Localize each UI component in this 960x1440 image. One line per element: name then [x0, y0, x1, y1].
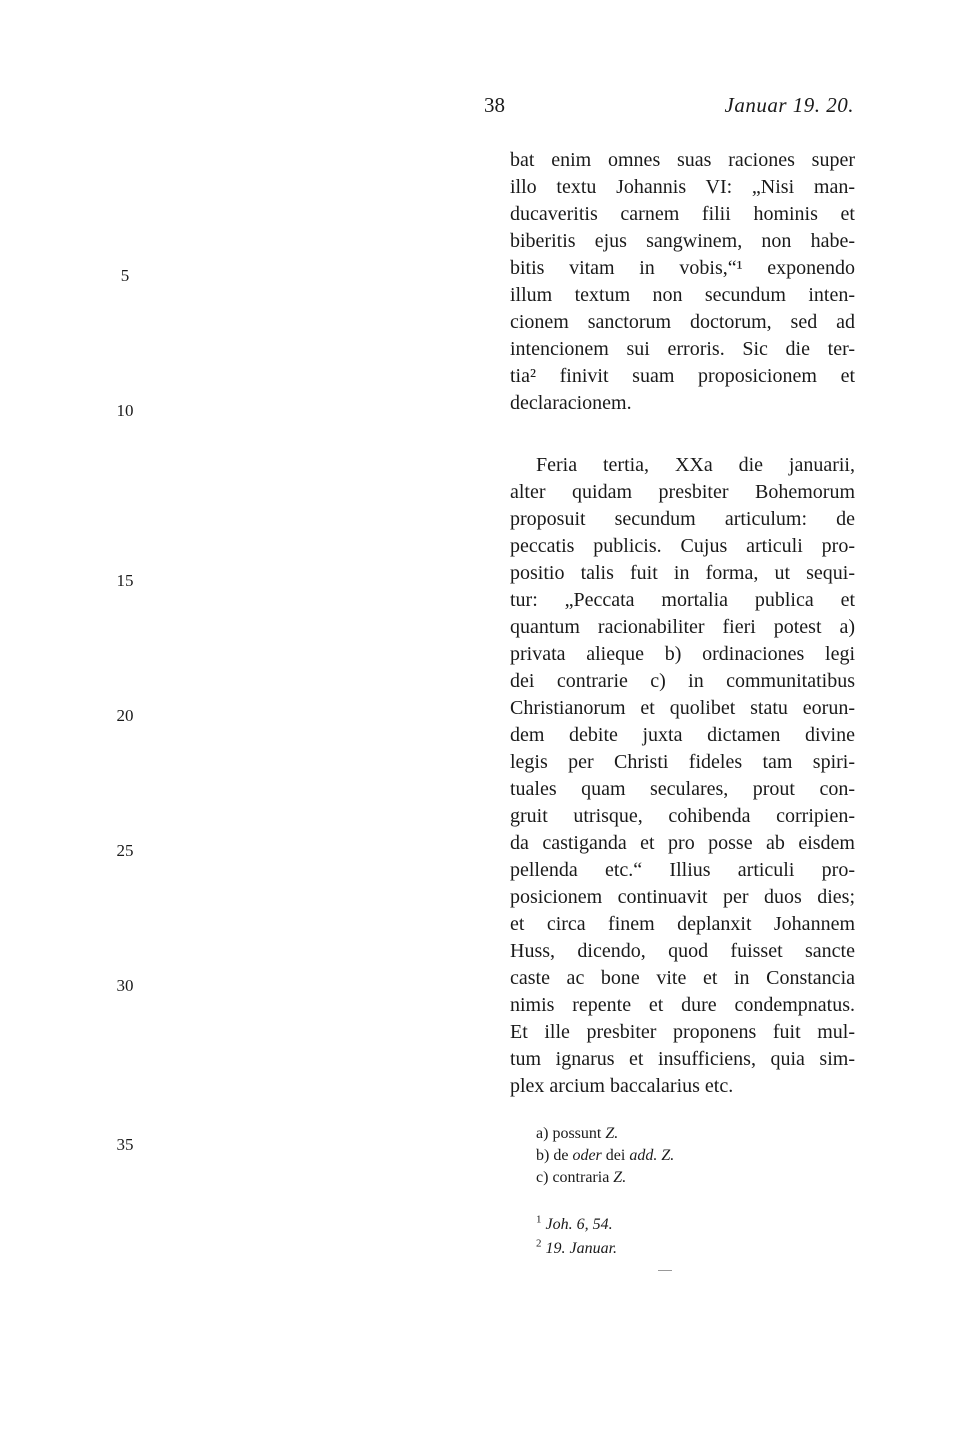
- line-number: 15: [116, 571, 134, 590]
- text-line: nimis repente et dure condempnatus.: [510, 994, 855, 1016]
- text-line: peccatis publicis. Cujus articuli pro-: [510, 535, 855, 557]
- text-line: cionem sanctorum doctorum, sed ad: [510, 311, 855, 333]
- line-number: 25: [116, 841, 134, 860]
- text-line: tia² finivit suam proposicionem et: [510, 365, 855, 387]
- text-line: illo textu Johannis VI: „Nisi man-: [510, 176, 855, 198]
- text-line: tuales quam seculares, prout con-: [510, 778, 855, 800]
- text-line: gruit utrisque, cohibenda corripien-: [510, 805, 855, 827]
- footnote-source: Z.: [613, 1169, 627, 1186]
- footnote-source: Z.: [605, 1125, 619, 1142]
- line-number: 10: [116, 401, 134, 420]
- divider: [658, 1270, 672, 1271]
- running-title: Januar 19. 20.: [724, 93, 854, 117]
- text-line: plex arcium baccalarius etc.: [510, 1075, 734, 1097]
- line-number: 5: [120, 266, 130, 285]
- line-number-margin: [0, 0, 160, 1440]
- page-number: 38: [484, 93, 505, 117]
- text-line: declaracionem.: [510, 392, 632, 414]
- footnote-1: [536, 1214, 613, 1236]
- text-line: Feria tertia, XXa die januarii,: [536, 454, 855, 476]
- footnote-text: oder: [572, 1147, 602, 1164]
- text-line: da castiganda et pro posse ab eisdem: [510, 832, 855, 854]
- text-line: privata alieque b) ordinaciones legi: [510, 643, 855, 665]
- text-line: caste ac bone vite et in Constancia: [510, 967, 855, 989]
- footnote-text: 19. Januar.: [545, 1240, 618, 1257]
- footnote-mark: 1: [536, 1213, 542, 1226]
- line-number: 30: [116, 976, 134, 995]
- text-line: bat enim omnes suas raciones super: [510, 149, 855, 171]
- text-line: tum ignarus et insufficiens, quia sim-: [510, 1048, 855, 1070]
- footnote-a: [536, 1123, 618, 1145]
- text-line: illum textum non secundum inten-: [510, 284, 855, 306]
- footnote-text: possunt: [552, 1125, 602, 1142]
- footnote-c: [536, 1167, 626, 1189]
- text-line: ducaveritis carnem filii hominis et: [510, 203, 855, 225]
- footnote-text: add.: [629, 1147, 658, 1164]
- line-number: 35: [116, 1135, 134, 1154]
- text-line: Christianorum et quolibet statu eorun-: [510, 697, 855, 719]
- text-line: quantum racionabiliter fieri potest a): [510, 616, 855, 638]
- text-line: biberitis ejus sangwinem, non habe-: [510, 230, 855, 252]
- footnote-mark: c): [536, 1169, 549, 1186]
- footnote-text: contraria: [552, 1169, 610, 1186]
- text-line: posicionem continuavit per duos dies;: [510, 886, 855, 908]
- text-line: proposuit secundum articulum: de: [510, 508, 855, 530]
- text-line: pellenda etc.“ Illius articuli pro-: [510, 859, 855, 881]
- footnote-mark: b): [536, 1147, 550, 1164]
- text-line: intencionem sui erroris. Sic die ter-: [510, 338, 855, 360]
- footnote-b: [536, 1145, 674, 1167]
- text-line: tur: „Peccata mortalia publica et: [510, 589, 855, 611]
- footnote-source: Z.: [661, 1147, 675, 1164]
- text-line: legis per Christi fideles tam spiri-: [510, 751, 855, 773]
- footnote-mark: a): [536, 1125, 549, 1142]
- text-line: Et ille presbiter proponens fuit mul-: [510, 1021, 855, 1043]
- footnote-text: Joh. 6, 54.: [545, 1216, 613, 1233]
- footnote-text: dei: [605, 1147, 626, 1164]
- text-line: alter quidam presbiter Bohemorum: [510, 481, 855, 503]
- text-line: et circa finem deplanxit Johannem: [510, 913, 855, 935]
- text-line: bitis vitam in vobis,“¹ exponendo: [510, 257, 855, 279]
- footnote-2: [536, 1238, 617, 1260]
- footnote-mark: 2: [536, 1237, 542, 1250]
- text-line: Huss, dicendo, quod fuisset sancte: [510, 940, 855, 962]
- text-line: dei contrarie c) in communitatibus: [510, 670, 855, 692]
- text-line: positio talis fuit in forma, ut sequi-: [510, 562, 855, 584]
- text-line: dem debite juxta dictamen divine: [510, 724, 855, 746]
- page-header: [484, 93, 856, 123]
- footnote-text: de: [553, 1147, 569, 1164]
- line-number: 20: [116, 706, 134, 725]
